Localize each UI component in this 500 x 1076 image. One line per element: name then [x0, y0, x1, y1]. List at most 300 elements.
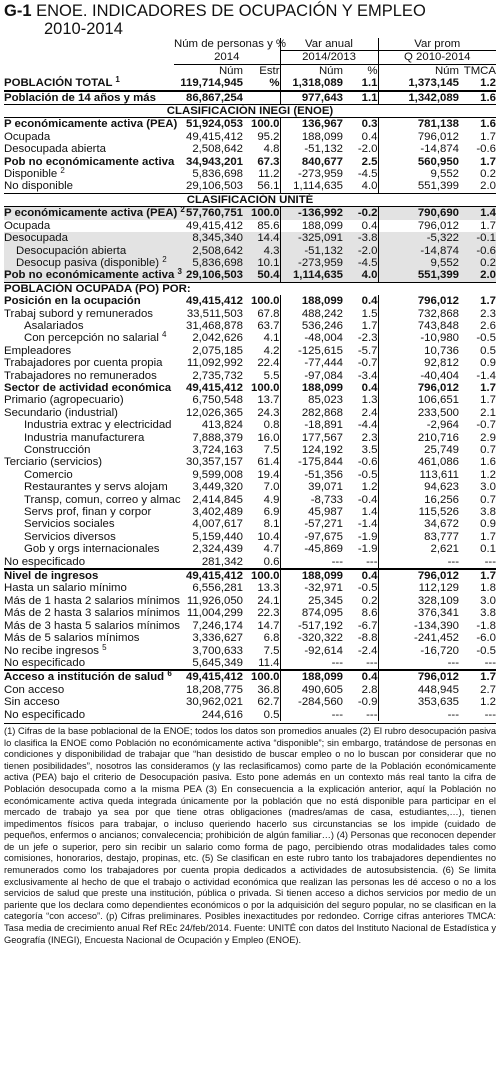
row-label	[4, 382, 174, 394]
cell-var-num: 874,095	[280, 607, 346, 619]
cell-tmca: -6.0	[476, 632, 497, 645]
table-row	[4, 620, 496, 632]
row-label	[4, 245, 174, 257]
cell-prom-num: 16,256	[378, 494, 462, 506]
cell-var-pct: -4.5	[346, 257, 378, 269]
cell-tmca: 1.6	[462, 91, 496, 105]
cell-tmca: 0.1	[480, 543, 497, 556]
cell-estr: 14.7	[257, 619, 280, 632]
cell-var-num: 136,967	[280, 118, 346, 131]
cell-prom-num: 551,399	[378, 269, 462, 282]
cell-num: 51,924,053	[185, 118, 243, 131]
cell-tmca: 2.6	[480, 319, 497, 332]
cell-var-pct: 4.0	[346, 269, 378, 282]
cell-num: 3,700,633	[192, 644, 243, 657]
cell-var-pct: 1.5	[361, 307, 378, 320]
row-label-text: Desocup pasiva (disponible)	[16, 256, 160, 269]
cell-var-pct: -3.4	[357, 369, 378, 382]
cell-var-num: -325,091	[280, 232, 346, 244]
cell-num: 3,724,163	[192, 444, 243, 456]
row-label-text: No especificado	[4, 656, 86, 669]
cell-var-num: -136,992	[280, 207, 346, 220]
row-label-text: Primario (agropecuario)	[4, 394, 124, 407]
cell-tmca: 1.7	[480, 130, 497, 143]
cell-estr: 4.1	[263, 332, 280, 345]
row-label	[4, 370, 174, 382]
row-label	[4, 118, 178, 131]
cell-var-pct: -4.5	[357, 168, 378, 181]
table-row	[4, 432, 496, 444]
row-label	[4, 642, 174, 657]
header-num-personas: Núm de personas y %	[174, 38, 287, 51]
row-label	[4, 357, 174, 369]
row-label-text: Nivel de ingresos	[4, 570, 99, 583]
cell-estr: 4.2	[263, 344, 280, 357]
cell-tmca: -1.8	[476, 619, 497, 632]
cell-estr: 4.9	[263, 493, 280, 506]
header-tmca: TMCA	[463, 64, 497, 77]
cell-var-pct: -8.8	[357, 632, 378, 645]
table-row	[4, 709, 496, 721]
cell-estr: 22.4	[257, 357, 280, 370]
row-label-text: Trabajadores no remunerados	[4, 369, 157, 382]
cell-num: 9,599,008	[192, 468, 243, 481]
indicator-sheet	[4, 0, 496, 946]
cell-num: 6,750,548	[192, 394, 243, 407]
cell-num: 11,092,992	[186, 357, 243, 370]
cell-prom-num: -14,874	[378, 143, 462, 155]
table-row	[4, 494, 496, 506]
row-label-text: Ocupada	[4, 219, 51, 232]
cell-var-pct: 0.4	[361, 381, 378, 394]
cell-prom-num: 1,342,089	[378, 91, 462, 105]
cell-var-num: -48,004	[280, 332, 346, 344]
cell-prom-num: 796,012	[378, 131, 462, 143]
cell-var-pct: -0.5	[357, 468, 378, 481]
cell-var-num: -45,869	[280, 543, 346, 555]
cell-var-num: -57,271	[280, 518, 346, 530]
cell-prom-num: 796,012	[378, 220, 462, 232]
cell-prom-num: 328,109	[378, 595, 462, 607]
cell-estr: 13.3	[257, 582, 280, 595]
section-header	[4, 105, 496, 118]
cell-var-num: 536,246	[280, 320, 346, 332]
cell-tmca: 1.7	[480, 155, 497, 168]
cell-var-num: -273,959	[280, 257, 346, 269]
row-label	[4, 582, 174, 594]
cell-estr: 85.6	[257, 219, 280, 232]
table-row	[4, 308, 496, 320]
cell-var-num: -8,733	[280, 494, 346, 506]
cell-var-pct: -0.4	[357, 493, 378, 506]
cell-estr: 0.8	[263, 419, 280, 432]
table-row	[4, 684, 496, 696]
row-label	[4, 632, 174, 644]
cell-num: 281,342	[201, 555, 243, 568]
cell-prom-num: -134,390	[378, 620, 462, 632]
cell-tmca: 2.7	[480, 683, 497, 696]
cell-var-num: 188,099	[280, 131, 346, 143]
cell-var-pct: 2.4	[361, 406, 378, 419]
cell-prom-num: 9,552	[378, 168, 462, 180]
cell-tmca: 1.7	[480, 381, 497, 394]
cell-num: 2,324,439	[192, 543, 243, 556]
cell-var-pct: -2.0	[357, 143, 378, 156]
cell-num: 49,415,412	[185, 219, 243, 232]
row-label-text: Industria manufacturera	[24, 431, 145, 444]
table-row	[4, 220, 496, 232]
table-row	[4, 469, 496, 481]
cell-num: 6,556,281	[192, 582, 243, 595]
cell-var-num: -175,844	[280, 456, 346, 468]
cell-num: 33,511,503	[186, 307, 243, 320]
cell-num: 7,888,379	[192, 431, 243, 444]
table-row	[4, 394, 496, 406]
cell-var-pct: -6.7	[357, 619, 378, 632]
row-label	[4, 493, 181, 506]
cell-var-num: 840,677	[280, 156, 346, 168]
cell-var-pct: 2.5	[361, 155, 378, 168]
table-row	[4, 531, 496, 543]
cell-var-pct: 4.0	[361, 180, 378, 193]
cell-tmca: 0.7	[480, 493, 497, 506]
row-label-text: No disponible	[4, 180, 74, 193]
cell-num: 49,415,412	[185, 130, 243, 143]
table-row	[4, 245, 496, 257]
cell-var-pct: 0.4	[346, 569, 378, 582]
cell-tmca: 1.2	[480, 468, 497, 481]
indicators-table	[4, 38, 496, 721]
cell-num: 3,402,489	[192, 506, 243, 519]
cell-prom-num: 796,012	[378, 569, 462, 582]
table-row	[4, 696, 496, 708]
cell-num: 2,735,732	[192, 369, 243, 382]
cell-estr: 4.8	[263, 143, 280, 156]
footnote-ref: 1	[115, 75, 120, 85]
cell-tmca: 2.9	[480, 431, 497, 444]
row-label	[4, 469, 174, 481]
header-num-personas-year: 2014	[214, 51, 240, 64]
cell-var-num: -51,356	[280, 469, 346, 481]
row-label-text: Más de 5 salarios mínimos	[4, 632, 140, 645]
cell-tmca: 1.7	[462, 670, 496, 683]
row-label-text: Empleadores	[4, 344, 72, 357]
row-label	[4, 332, 174, 344]
cell-num: 2,414,845	[192, 493, 243, 506]
cell-var-pct: -0.7	[357, 357, 378, 370]
cell-prom-num: 790,690	[378, 207, 462, 220]
sheet-title	[4, 3, 496, 20]
table-body	[4, 77, 496, 721]
cell-estr: 7.5	[263, 644, 280, 657]
cell-var-num: 188,099	[280, 295, 346, 307]
cell-estr: 19.4	[257, 468, 280, 481]
table-row	[4, 569, 496, 582]
row-label-text: Pob no económicamente activa	[4, 269, 175, 282]
cell-var-pct: 0.3	[361, 118, 378, 131]
cell-num: 29,106,503	[174, 269, 246, 282]
cell-prom-num: 796,012	[378, 670, 462, 683]
header-var-num: Núm	[280, 64, 346, 77]
row-label-text: Servicios sociales	[24, 518, 115, 531]
section-header	[4, 193, 496, 206]
table-row	[4, 143, 496, 155]
cell-prom-num: -10,980	[378, 332, 462, 344]
cell-var-pct: 1.1	[361, 77, 378, 90]
cell-prom-num: 560,950	[378, 156, 462, 168]
cell-prom-num: -16,720	[378, 645, 462, 657]
subsection-header	[4, 282, 496, 295]
row-label-text: Disponible	[4, 168, 58, 181]
footnote-ref: 2	[180, 205, 185, 215]
row-label	[4, 594, 180, 607]
header-estr: Estr	[246, 64, 280, 77]
row-label	[4, 531, 174, 543]
header-row-3	[4, 64, 496, 77]
row-label-text: No recibe ingresos	[4, 644, 99, 657]
row-label-text: No especificado	[4, 708, 86, 721]
header-num: Núm	[174, 64, 246, 77]
cell-num: 244,616	[201, 708, 243, 721]
table-row	[4, 645, 496, 657]
cell-estr	[246, 91, 280, 105]
cell-estr: 10.4	[257, 530, 280, 543]
cell-var-pct: 8.6	[361, 607, 378, 620]
cell-tmca: 2.0	[462, 269, 496, 282]
cell-tmca: 1.7	[480, 219, 497, 232]
row-label-text: Terciario (servicios)	[4, 456, 103, 469]
cell-var-pct: -0.6	[357, 456, 378, 469]
row-label	[4, 320, 174, 332]
cell-prom-num: -5,322	[378, 232, 462, 244]
header-var-anual: Var anual	[280, 38, 378, 51]
table-row	[4, 632, 496, 644]
cell-var-pct: -2.0	[346, 245, 378, 257]
cell-num: 7,246,174	[192, 619, 243, 632]
cell-var-num: ---	[280, 657, 346, 670]
cell-var-num: -51,132	[280, 143, 346, 155]
row-label-text: Más de 3 hasta 5 salarios mínimos	[4, 619, 180, 632]
cell-prom-num: 461,086	[378, 456, 462, 468]
cell-estr: 67.8	[257, 307, 280, 320]
cell-prom-num: 796,012	[378, 295, 462, 307]
row-label	[4, 91, 174, 105]
row-label-text: Transp, comun, correo y almac	[24, 493, 181, 506]
cell-estr: %	[269, 77, 280, 90]
table-row	[4, 77, 496, 90]
cell-estr: 61.4	[257, 456, 280, 469]
cell-var-num: 188,099	[280, 382, 346, 394]
cell-prom-num: 796,012	[378, 382, 462, 394]
table-row	[4, 232, 496, 244]
cell-num: 49,415,412	[185, 381, 243, 394]
cell-prom-num: 112,129	[378, 582, 462, 594]
cell-var-num: 188,099	[280, 220, 346, 232]
cell-var-pct: 2.8	[361, 683, 378, 696]
cell-var-pct: ---	[366, 708, 378, 721]
cell-estr: 100.0	[246, 569, 280, 582]
cell-prom-num: 210,716	[378, 432, 462, 444]
row-label	[4, 267, 182, 282]
cell-prom-num: 10,736	[378, 345, 462, 357]
cell-estr: 11.4	[258, 656, 280, 669]
cell-prom-num: 551,399	[378, 180, 462, 193]
cell-var-num: 85,023	[280, 394, 346, 406]
cell-var-pct: -5.7	[357, 344, 378, 357]
section-title: CLASIFICACIÓN INEGI (ENOE)	[4, 105, 496, 118]
header-var-prom-period: Q 2010-2014	[378, 51, 496, 64]
row-label	[4, 684, 174, 696]
cell-tmca: 1.4	[462, 207, 496, 220]
row-label-text: Asalariados	[24, 319, 84, 332]
row-label-text: Restaurantes y servs alojam	[24, 481, 168, 494]
cell-num: 30,962,021	[185, 696, 243, 709]
cell-prom-num: -2,964	[378, 419, 462, 431]
cell-var-pct: 2.3	[361, 431, 378, 444]
cell-tmca: ---	[484, 555, 497, 568]
cell-var-num: -97,084	[280, 370, 346, 382]
cell-prom-num: 233,500	[378, 407, 462, 419]
table-row	[4, 407, 496, 419]
subsection-title: POBLACIÓN OCUPADA (PO) POR:	[4, 282, 496, 295]
header-var-prom: Var prom	[378, 38, 496, 51]
row-label	[4, 456, 174, 468]
cell-tmca: 2.1	[480, 406, 497, 419]
row-label	[4, 143, 174, 155]
cell-var-num: 977,643	[280, 91, 346, 105]
cell-var-num: 188,099	[280, 670, 346, 683]
cell-tmca: 0.9	[480, 518, 497, 531]
footnote-ref: 5	[102, 642, 107, 652]
cell-num: 119,714,945	[180, 77, 243, 90]
cell-estr: 67.3	[257, 155, 280, 168]
cell-tmca: 3.8	[480, 506, 497, 519]
cell-var-pct: -0.2	[346, 207, 378, 220]
cell-var-pct: 0.4	[361, 219, 378, 232]
table-row	[4, 607, 496, 619]
cell-tmca: 1.7	[462, 569, 496, 582]
cell-var-pct: 0.4	[346, 670, 378, 683]
cell-var-num: 1,114,635	[280, 180, 346, 193]
row-label	[4, 619, 180, 632]
cell-num: 2,042,626	[192, 332, 243, 345]
cell-var-num: 488,242	[280, 308, 346, 320]
row-label	[4, 77, 174, 90]
cell-tmca: 1.7	[480, 295, 497, 308]
title-code: G-1	[4, 2, 32, 20]
header-prom-num: Núm	[378, 64, 462, 77]
cell-tmca: 0.9	[480, 357, 497, 370]
cell-estr: 100.0	[246, 207, 280, 220]
cell-tmca: -1.4	[476, 369, 497, 382]
row-label	[4, 444, 174, 456]
row-label-text: Industria extrac y electricidad	[24, 419, 172, 432]
table-row	[4, 118, 496, 131]
table-row	[4, 295, 496, 307]
table-row	[4, 543, 496, 555]
cell-prom-num: 9,552	[378, 257, 462, 269]
row-label	[4, 180, 174, 193]
cell-prom-num: 113,611	[378, 469, 462, 481]
row-label-text: Gob y orgs internacionales	[24, 543, 160, 556]
cell-estr: 95.2	[257, 130, 280, 143]
cell-prom-num: -40,404	[378, 370, 462, 382]
cell-prom-num: 34,672	[378, 518, 462, 530]
table-row	[4, 156, 496, 168]
cell-num: 49,415,412	[185, 295, 243, 308]
cell-estr: 100.0	[250, 381, 280, 394]
cell-var-pct: -0.9	[357, 696, 378, 709]
table-row	[4, 269, 496, 282]
cell-num: 18,208,775	[185, 683, 243, 696]
cell-var-pct: -1.4	[357, 518, 378, 531]
row-label-text: P económicamente activa (PEA)	[4, 207, 178, 220]
cell-var-num: -32,971	[280, 582, 346, 594]
row-label-text: Pob no económicamente activa	[4, 155, 175, 168]
row-label	[4, 419, 174, 431]
cell-num: 3,449,320	[192, 481, 243, 494]
cell-tmca: 1.2	[480, 696, 497, 709]
row-label	[4, 168, 174, 180]
cell-estr: 10.1	[246, 257, 280, 269]
cell-num: 2,075,185	[192, 344, 243, 357]
title-main: ENOE. INDICADORES DE OCUPACIÓN Y EMPLEO	[36, 2, 426, 20]
cell-estr: 5.5	[263, 369, 280, 382]
row-label-text: Población de 14 años y más	[4, 91, 156, 104]
cell-var-pct: -0.5	[357, 582, 378, 595]
cell-prom-num: 94,623	[378, 481, 462, 493]
footnote-ref: 4	[162, 330, 167, 340]
cell-var-num: -273,959	[280, 168, 346, 180]
cell-prom-num: 781,138	[378, 118, 462, 131]
cell-var-num: 45,987	[280, 506, 346, 518]
table-row	[4, 357, 496, 369]
cell-num: 86,867,254	[174, 91, 246, 105]
row-label	[4, 205, 185, 220]
footnote-ref: 2	[60, 166, 65, 176]
cell-prom-num: ---	[378, 709, 462, 721]
row-label-text: Sin acceso	[4, 696, 60, 709]
cell-var-num: 282,868	[280, 407, 346, 419]
cell-num: 12,026,365	[185, 406, 243, 419]
row-label	[4, 670, 174, 683]
header-row-2	[4, 51, 496, 64]
cell-var-num: -97,675	[280, 531, 346, 543]
cell-prom-num: ---	[378, 657, 462, 670]
cell-estr: 16.0	[257, 431, 280, 444]
cell-prom-num: 92,812	[378, 357, 462, 369]
cell-var-pct: -1.9	[357, 543, 378, 556]
footnote-ref: 6	[167, 669, 172, 679]
cell-var-pct: ---	[366, 555, 378, 568]
cell-tmca: -0.6	[476, 143, 497, 156]
cell-estr: 56.1	[257, 180, 280, 193]
row-label-text: Sector de actividad económica	[4, 381, 172, 394]
row-label	[4, 220, 174, 232]
table-row	[4, 370, 496, 382]
row-label	[4, 543, 174, 555]
header-row-1	[4, 38, 496, 51]
cell-tmca: 0.2	[462, 257, 496, 269]
table-row	[4, 518, 496, 530]
cell-tmca: ---	[484, 656, 497, 669]
cell-num: 29,106,503	[185, 180, 243, 193]
row-label	[4, 131, 174, 143]
cell-num: 31,468,878	[185, 319, 243, 332]
title-years: 2010-2014	[44, 20, 123, 38]
footnotes: (1) Cifras de la base poblacional de la ENOE; todos los datos son promedios anuales (2) El rubro desocupación pasiva lo clasifica la ENOE como Población no económicamente activa “disponible”; sin embargo, tratándose de personas en condiciones y disponibilidad de trabajar que “han desistido de buscar empleo o no lo buscan por considerar que no tienen posibilidades”, nosotros las consideramos (y las reclasificamos) como parte de la Población económicamente activa (PEA) bajo el criterio de Desocupación pasiva. Esto pone además en un contexto más real tanto la cifra de Población desocupada como a la misma PEA (3) En consecuencia a la explicación anterior, aquí la Población no económicamente activa queda integrada únicamente por la población que no está disponible para participar en el mercado de trabajo ya sea por que tiene otras obligaciones (madres/amas de casa, estudiantes,…), tienen impedimentos físicos para trabajar, o incluso queriendo hacerlo sus circunstancias se los impide (cuidado de pequeños, enfermos o ancianos; convalecencia; prohibición de algún familiar…) (4) Personas que reconocen depender de un jefe o superior, pero sin recibir un salario como forma de pago, percibiendo otras modalidades tales como comisiones, honorarios, destajo, propinas, etc. (5) Se clasifican en este rubro tanto los trabajadores dependientes no remunerados como los trabajadores por cuenta propia dedicados a actividades de autosubsistencia. (6) Se limita exclusivamente al hecho de que el trabajo o actividad económica que realizan las personas les dé acceso o no a los servicios de salud que preste una institución, pública o privada. Si tienen acceso a dichos servicios por medio de un pariente que los declara como dependientes económicos o por la adquisición del seguro popular, no se clasifican en la categoría “con acceso”. (p) Cifras preliminares. Posibles inexactitudes por redondeo. Corrige cifras anteriores TMCA: Tasa media de crecimiento anual Ref REc 24/feb/2014. Fuente: UNITÉ con datos del Instituto Nacional de Estadística y Geografía (INEGI), Encuesta Nacional de Ocupación y Empleo (ENOE).	[4, 723, 496, 946]
row-label	[4, 254, 174, 269]
